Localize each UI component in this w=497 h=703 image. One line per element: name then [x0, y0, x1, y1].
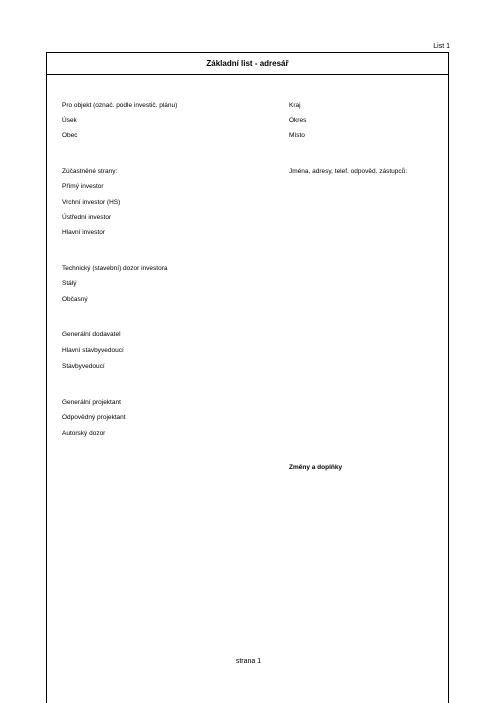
form-title: Základní list - adresář [47, 53, 448, 75]
page-number: strana 1 [235, 658, 262, 665]
parties-heading: Zúčastněné strany: [62, 168, 118, 175]
district-label: Okres [289, 117, 307, 124]
responsible-designer-label: Odpovědný projektant [62, 414, 126, 421]
central-investor-label: Ústřední investor [62, 214, 112, 221]
site-manager-label: Stavbyvedoucí [62, 363, 105, 370]
permanent-label: Stálý [62, 280, 77, 287]
direct-investor-label: Přímý investor [62, 183, 104, 190]
sheet-label: List 1 [433, 43, 450, 50]
form-frame [46, 52, 449, 703]
general-supplier-label: Generální dodavatel [62, 331, 121, 338]
tech-supervision-label: Technický (stavební) dozor investora [62, 265, 168, 272]
occasional-label: Občasný [62, 296, 88, 303]
region-label: Kraj [289, 102, 301, 109]
changes-heading: Změny a doplňky [289, 464, 343, 471]
names-heading: Jména, adresy, telef. odpověd. zástupců: [289, 168, 408, 175]
place-label: Místo [289, 132, 305, 139]
object-label: Pro objekt (označ. podle investič. plánu) [62, 102, 178, 109]
chief-site-manager-label: Hlavní stavbyvedoucí [62, 347, 124, 354]
general-designer-label: Generální projektant [62, 399, 121, 406]
main-investor-label: Hlavní investor [62, 229, 105, 236]
author-supervision-label: Autorský dozor [62, 430, 106, 437]
senior-investor-label: Vrchní investor (HS) [62, 199, 121, 206]
section-label: Úsek [62, 117, 77, 124]
municipality-label: Obec [62, 132, 78, 139]
